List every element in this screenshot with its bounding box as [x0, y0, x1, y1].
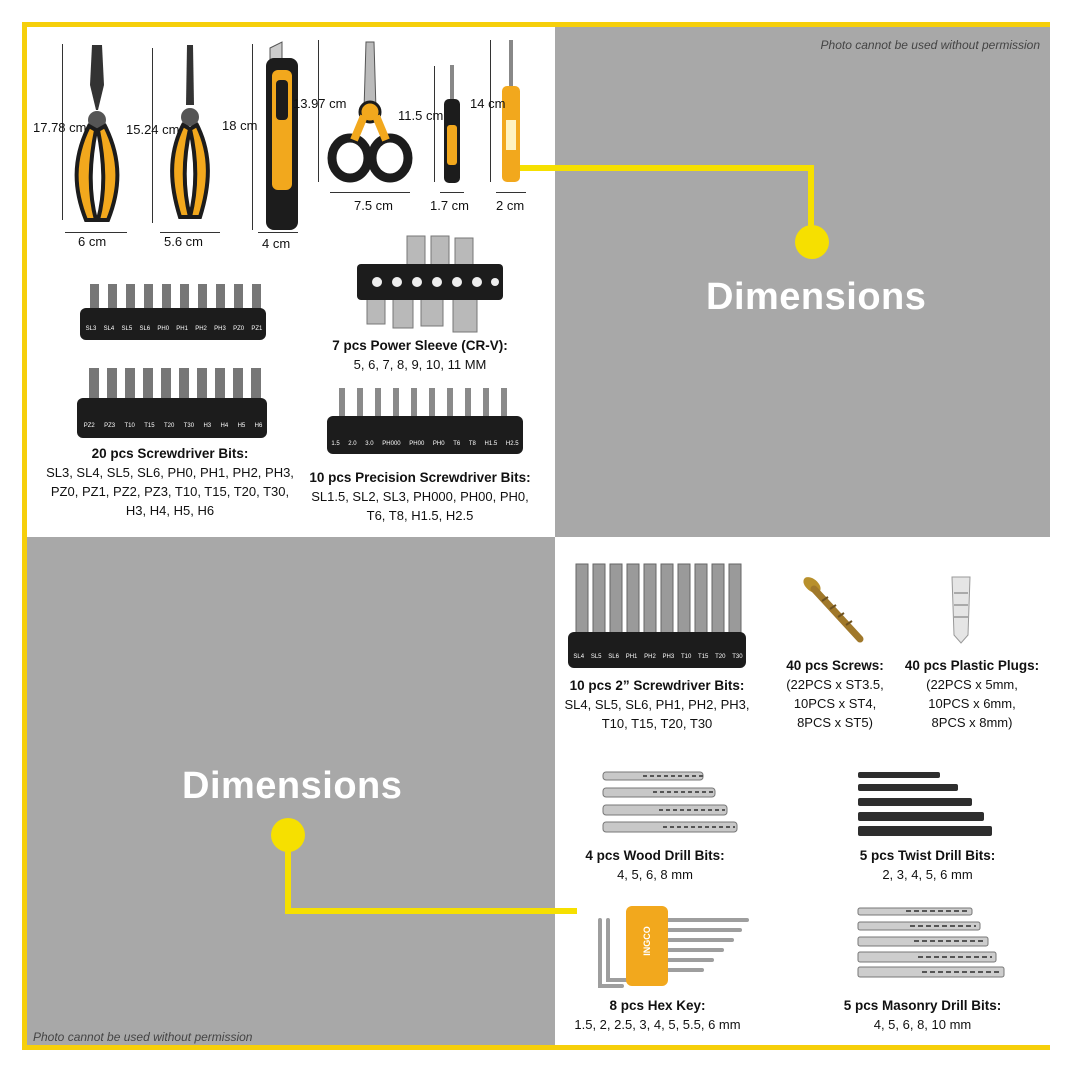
test-pen-height-label: 14 cm [470, 96, 506, 111]
wood-drill-bits-illustration [603, 770, 743, 832]
screwdriver-width-line [440, 192, 464, 193]
scissors-height-line [318, 40, 319, 182]
precision-bit-holder [325, 388, 523, 454]
screwdriver-width-label: 1.7 cm [430, 198, 470, 213]
bit-holder-set-b-labels: PZ2 PZ3 T10 T15 T20 T30 H3 H4 H5 H6 [83, 423, 263, 429]
caption-masonry-drill: 5 pcs Masonry Drill Bits: 4, 5, 6, 8, 10 mm [843, 998, 1002, 1032]
caption-plastic-plugs: 40 pcs Plastic Plugs: (22PCS x 5mm, 10PCS x 6mm, 8PCS x 8mm) [904, 658, 1040, 730]
long-nose-width-label: 5.6 cm [164, 234, 204, 249]
precision-screwdriver-illustration [440, 65, 464, 185]
caption-twist-drill: 5 pcs Twist Drill Bits: 2, 3, 4, 5, 6 mm [859, 848, 996, 882]
precision-bit-labels: 1.5 2.0 3.0 PH000 PH00 PH0 T6 T8 H1.5 H2.5 [331, 441, 519, 447]
caption-screws: 40 pcs Screws: (22PCS x ST3.5, 10PCS x ST4, 8PCS x ST5) [786, 658, 884, 730]
caption-hex-key: 8 pcs Hex Key: 1.5, 2, 2.5, 3, 4, 5, 5.5, 6 mm [574, 998, 741, 1032]
test-pen-width-line [496, 192, 526, 193]
test-pen-illustration [496, 40, 526, 185]
knife-height-line [252, 44, 253, 230]
dimensions-title-bottom: Dimensions [182, 765, 403, 807]
caption-power-sleeve: 7 pcs Power Sleeve (CR-V): 5, 6, 7, 8, 9, 10, 11 MM [332, 338, 508, 372]
connector-dot-top [795, 225, 829, 259]
plastic-plug-illustration [948, 575, 974, 645]
combination-plier-illustration [62, 40, 132, 230]
power-sleeve-illustration [355, 236, 505, 334]
masonry-drill-bits-illustration [858, 906, 1008, 976]
knife-width-line [258, 232, 298, 233]
plier-width-label: 6 cm [78, 234, 107, 249]
hex-key-set-illustration [592, 900, 750, 990]
connector-line-top [520, 165, 812, 171]
twist-drill-bits-illustration [858, 770, 996, 836]
screwdriver-height-line [434, 66, 435, 182]
knife-width-label: 4 cm [262, 236, 291, 251]
scissors-width-label: 7.5 cm [354, 198, 394, 213]
long-nose-height-label: 15.24 cm [126, 122, 180, 137]
caption-wood-drill: 4 pcs Wood Drill Bits: 4, 5, 6, 8 mm [585, 848, 725, 882]
bit-holder-set-a [78, 280, 266, 340]
screw-illustration [800, 575, 870, 645]
bit-holder-set-a-labels: SL3 SL4 SL5 SL6 PH0 PH1 PH2 PH3 PZ0 PZ1 [85, 326, 263, 332]
hex-key-brand: INGCO [641, 926, 652, 956]
utility-knife-illustration [258, 40, 308, 232]
scissors-height-label: 13.97 cm [293, 96, 347, 111]
screwdriver-height-label: 11.5 cm [398, 108, 444, 123]
plier-height-label: 17.78 cm [33, 120, 87, 135]
caption-precision-bits: 10 pcs Precision Screwdriver Bits: SL1.5, SL2, SL3, PH000, PH00, PH0, T6, T8, H1.5, H2.5 [309, 470, 531, 523]
copyright-notice-top: Photo cannot be used without permission [820, 38, 1040, 52]
two-inch-bit-labels: SL4 SL5 SL6 PH1 PH2 PH3 T10 T15 T20 T30 [573, 654, 743, 660]
dimensions-title-top: Dimensions [706, 276, 927, 318]
copyright-notice-bottom: Photo cannot be used without permission [33, 1030, 253, 1044]
caption-screwdriver-bits: 20 pcs Screwdriver Bits: SL3, SL4, SL5, SL6, PH0, PH1, PH2, PH3, PZ0, PZ1, PZ2, PZ3, T10, T15, T20, T30, H3, H4, H5, H6 [46, 446, 294, 518]
caption-two-inch-bits: 10 pcs 2” Screwdriver Bits: SL4, SL5, SL6, PH1, PH2, PH3, T10, T15, T20, T30 [564, 678, 750, 731]
connector-line-bottom-drop [285, 840, 291, 914]
connector-line-bottom [285, 908, 577, 914]
test-pen-height-line [490, 40, 491, 182]
knife-height-label: 18 cm [222, 118, 258, 133]
long-nose-width-line [160, 232, 220, 233]
test-pen-width-label: 2 cm [496, 198, 525, 213]
bit-holder-set-b [75, 366, 267, 438]
scissors-width-line [330, 192, 410, 193]
two-inch-bit-holder [568, 560, 746, 668]
plier-width-line [65, 232, 127, 233]
